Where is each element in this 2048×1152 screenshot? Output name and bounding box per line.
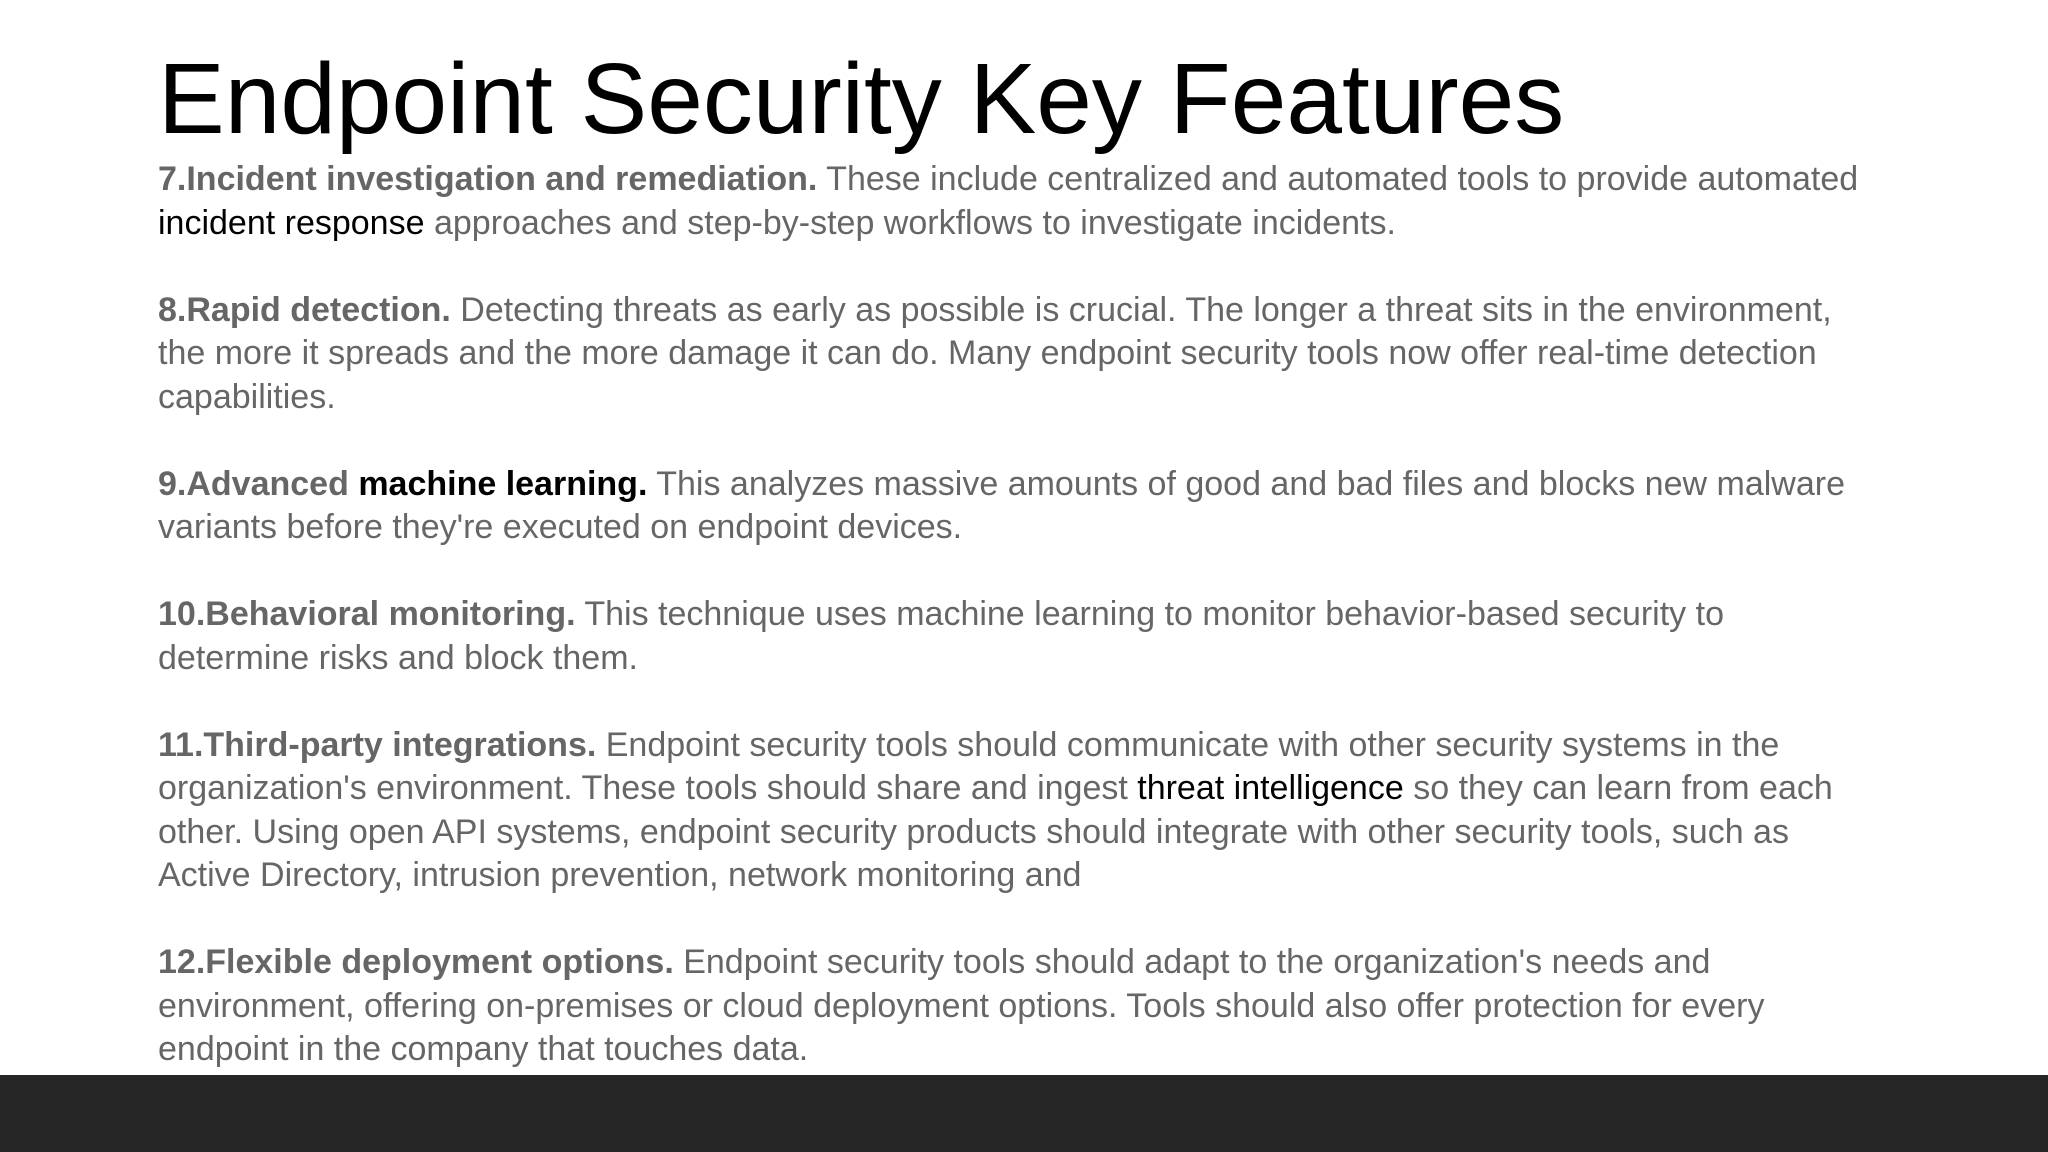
feature-text: This technique uses machine learning to monitor behavior-based security to determine risks and block them. — [158, 595, 1724, 677]
footer-bar — [0, 1075, 2048, 1152]
feature-item-9 — [158, 463, 1878, 550]
feature-text: Endpoint security tools should adapt to the organization's needs and environment, offering on-premises or cloud deployment options. Tools should also offer protection for every endpoint in the company that touches data. — [158, 943, 1765, 1068]
feature-lead: 12.Flexible deployment options. — [158, 943, 674, 981]
feature-item-8 — [158, 289, 1878, 420]
feature-item-12 — [158, 941, 1878, 1072]
feature-item-11 — [158, 724, 1878, 898]
feature-text: These include centralized and automated tools to provide automated — [817, 160, 1859, 198]
incident-response-link[interactable]: incident response — [158, 203, 425, 242]
feature-text: so they can learn from each other. Using open API systems, endpoint security products should integrate with other security tools, such as Active Directory, intrusion prevention, network monitoring and — [158, 769, 1833, 894]
feature-text: Detecting threats as early as possible is crucial. The longer a threat sits in the environment, the more it spreads and the more damage it can do. Many endpoint security tools now offer real-time detection capabilities. — [158, 290, 1832, 416]
feature-text: This analyzes massive amounts of good and bad files and blocks new malware variants before they're executed on endpoint devices. — [158, 464, 1845, 546]
feature-text: Endpoint security tools should communicate with other security systems in the organization's environment. These tools should share and ingest — [158, 725, 1780, 807]
feature-lead — [158, 465, 647, 503]
machine-learning-link[interactable]: machine learning — [358, 464, 638, 503]
feature-lead-suffix: . — [637, 464, 648, 503]
feature-lead: 8.Rapid detection. — [158, 290, 451, 329]
feature-lead: 10.Behavioral monitoring. — [158, 595, 576, 633]
feature-list — [158, 158, 1878, 1072]
slide-title: Endpoint Security Key Features — [158, 43, 1565, 155]
threat-intelligence-link[interactable]: threat intelligence — [1137, 769, 1404, 807]
feature-lead-prefix: 9.Advanced — [158, 464, 359, 503]
feature-item-7 — [158, 158, 1878, 245]
feature-text: approaches and step-by-step workflows to investigate incidents. — [424, 203, 1396, 242]
feature-item-10 — [158, 593, 1878, 680]
feature-lead: 7.Incident investigation and remediation. — [158, 160, 818, 198]
feature-lead: 11.Third-party integrations. — [158, 725, 597, 764]
